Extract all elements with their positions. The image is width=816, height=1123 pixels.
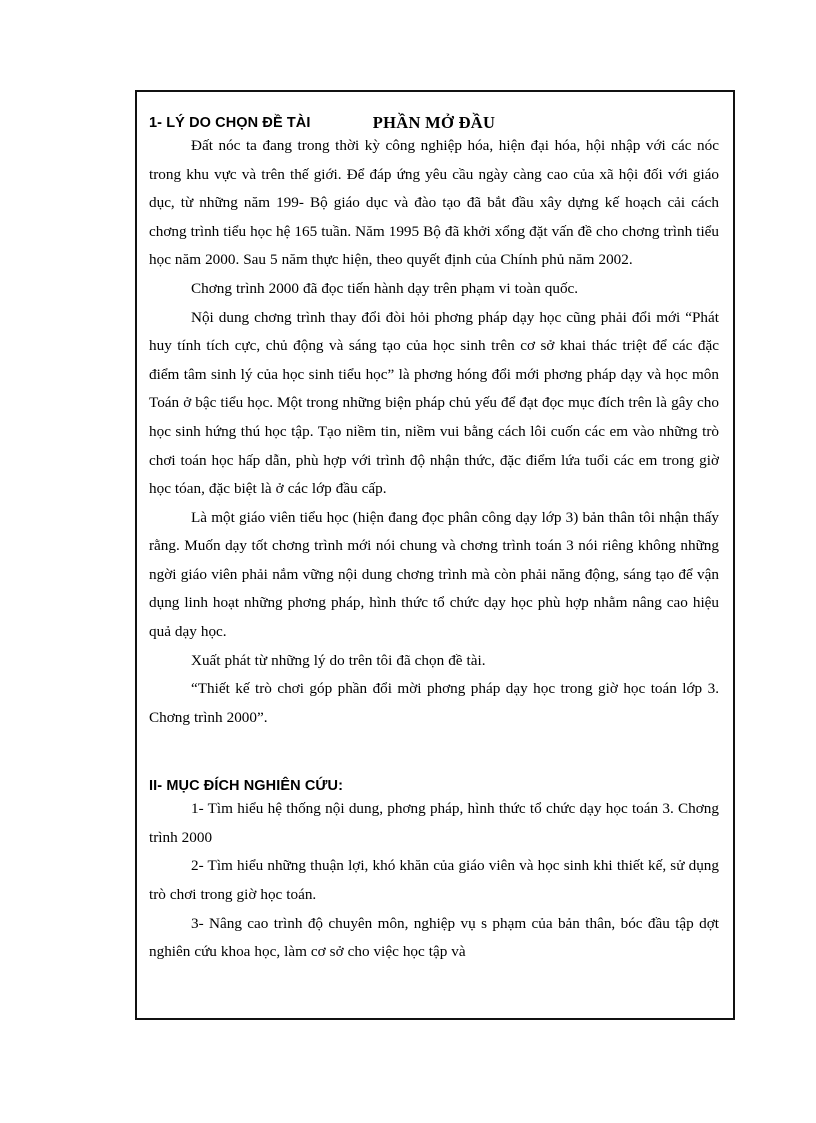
- paragraph-6: “Thiết kế trò chơi góp phần đổi mời phơng pháp dạy học trong giờ học toán lớp 3. Chơng trình 2000”.: [149, 680, 719, 726]
- paragraph-5: Xuất phát từ những lý do trên tôi đã chọn đề tài.: [191, 651, 486, 669]
- section-heading-2: II- MỤC ĐÍCH NGHIÊN CỨU:: [149, 778, 344, 795]
- section-heading-1: 1- LÝ DO CHỌN ĐỀ TÀI: [149, 115, 311, 132]
- paragraph-8: 2- Tìm hiểu những thuận lợi, khó khăn của giáo viên và học sinh khi thiết kế, sử dụng trò chơi trong giờ học toán.: [149, 857, 719, 903]
- paragraph-2: Chơng trình 2000 đã đọc tiến hành dạy trên phạm vi toàn quốc.: [191, 279, 579, 297]
- document-body: [149, 100, 719, 1012]
- page-title: PHẦN MỞ ĐẦU: [372, 113, 496, 132]
- paragraph-7: 1- Tìm hiểu hệ thống nội dung, phơng pháp, hình thức tổ chức dạy học toán 3. Chơng trình 2000: [149, 800, 719, 846]
- paragraph-9: 3- Nâng cao trình độ chuyên môn, nghiệp vụ s phạm của bản thân, bóc đầu tập dợt nghiên cứu khoa học, làm cơ sở cho việc học tập và: [149, 914, 719, 961]
- paragraph-1: Đất nóc ta đang trong thời kỳ công nghiệp hóa, hiện đại hóa, hội nhập với các nóc trong khu vực và trên thế giới. Để đáp ứng yêu cầu ngày càng cao của xã hội đối với giáo dục, từ những năm 199- Bộ giáo dục và đào tạo đã bắt đầu xây dựng kế hoạch cải cách chơng trình tiểu học hệ 165 tuần. Năm 1995 Bộ đã khởi xổng đặt vấn đề cho chơng trình tiểu học năm 2000. Sau 5 năm thực hiện, theo quyết định của Chính phủ năm 2002.: [149, 136, 719, 269]
- paragraph-4: Là một giáo viên tiểu học (hiện đang đọc phân công dạy lớp 3) bản thân tôi nhận thấy rằng. Muốn dạy tốt chơng trình mới nói chung và chơng trình toán 3 nói riêng không những ngời giáo viên phải nắm vững nội dung chơng trình mà còn phải năng động, sáng tạo để vận dụng linh hoạt những phơng pháp, hình thức tổ chức dạy học phù hợp nhằm nâng cao hiệu quả dạy học.: [149, 508, 719, 641]
- section-spacer: [149, 732, 719, 752]
- document-frame: [135, 90, 735, 1020]
- paragraph-3: Nội dung chơng trình thay đổi đòi hỏi phơng pháp dạy học cũng phải đổi mới “Phát huy tính tích cực, chủ động và sáng tạo của học sinh trên cơ sở khai thác triệt để các đặc điểm tâm sinh lý của học sinh tiểu học” là phơng hóng đổi mới phơng pháp dạy và học môn Toán ở bậc tiểu học. Một trong những biện pháp chủ yếu để đạt đọc mục đích trên là gây cho học sinh hứng thú học tập. Tạo niềm tin, niềm vui bằng cách lôi cuốn các em vào những trò chơi toán học hấp dẫn, phù hợp với trình độ nhận thức, đặc điểm lứa tuổi các em trong giờ học tóan, đặc biệt là ở các lớp đầu cấp.: [149, 308, 719, 498]
